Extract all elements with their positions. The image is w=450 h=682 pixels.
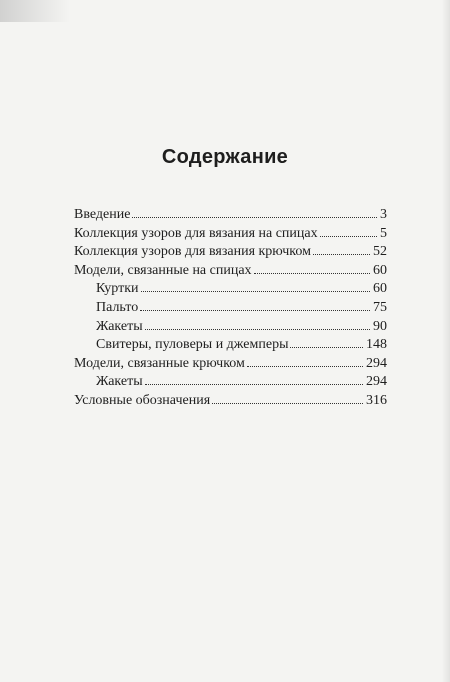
toc-entry-page: 90 (373, 318, 387, 334)
toc-entry-introduction[interactable] (74, 206, 387, 225)
toc-entry-label: Модели, связанные на спицах (74, 262, 252, 278)
toc-entry-page: 3 (380, 207, 387, 222)
toc-entry-page: 52 (373, 244, 387, 260)
page-title: Содержание (161, 146, 289, 168)
toc-entry-label: Модели, связанные крючком (74, 355, 245, 371)
dot-leader (132, 217, 377, 218)
toc-entry-page: 60 (373, 262, 387, 278)
toc-entry-knitted-models[interactable] (74, 262, 387, 281)
dot-leader (212, 403, 363, 404)
dot-leader (290, 347, 363, 348)
toc-entry-page: 294 (366, 374, 387, 390)
toc-entry-label: Куртки (96, 281, 139, 297)
dot-leader (145, 384, 363, 385)
toc-entry-label: Введение (74, 207, 131, 222)
dot-leader (320, 236, 377, 237)
toc-entry-label: Коллекция узоров для вязания крючком (74, 244, 311, 260)
toc-entry-label: Условные обозначения (74, 392, 211, 408)
toc-subentry-cardigans-crochet[interactable] (74, 373, 387, 392)
toc-entry-knitting-patterns[interactable] (74, 225, 387, 244)
toc-entry-label: Свитеры, пуловеры и джемперы (96, 337, 289, 353)
toc-entry-label: Пальто (96, 299, 139, 315)
toc-entry-page: 60 (373, 281, 387, 297)
page-edge-shadow (442, 0, 450, 682)
toc-entry-crochet-patterns[interactable] (74, 243, 387, 262)
toc-entry-crochet-models[interactable] (74, 355, 387, 374)
toc-entry-page: 316 (366, 392, 387, 408)
toc-subentry-jackets-short[interactable] (74, 280, 387, 299)
dot-leader (313, 254, 370, 255)
toc-entry-label: Коллекция узоров для вязания на спицах (74, 225, 318, 241)
toc-subentry-cardigans-knit[interactable] (74, 318, 387, 337)
toc-subentry-sweaters[interactable] (74, 336, 387, 355)
dot-leader (254, 273, 370, 274)
toc-subentry-coats[interactable] (74, 299, 387, 318)
toc-entry-page: 294 (366, 355, 387, 371)
dot-leader (247, 366, 363, 367)
toc-entry-legend[interactable] (74, 392, 387, 411)
dot-leader (145, 329, 370, 330)
toc-entry-page: 148 (366, 337, 387, 353)
toc-entry-page: 75 (373, 299, 387, 315)
toc-entry-label: Жакеты (96, 374, 143, 390)
toc-entry-label: Жакеты (96, 318, 143, 334)
toc-entry-page: 5 (380, 225, 387, 241)
dot-leader (141, 291, 370, 292)
scan-corner-mark (0, 0, 70, 22)
dot-leader (140, 310, 370, 311)
table-of-contents (74, 206, 387, 411)
